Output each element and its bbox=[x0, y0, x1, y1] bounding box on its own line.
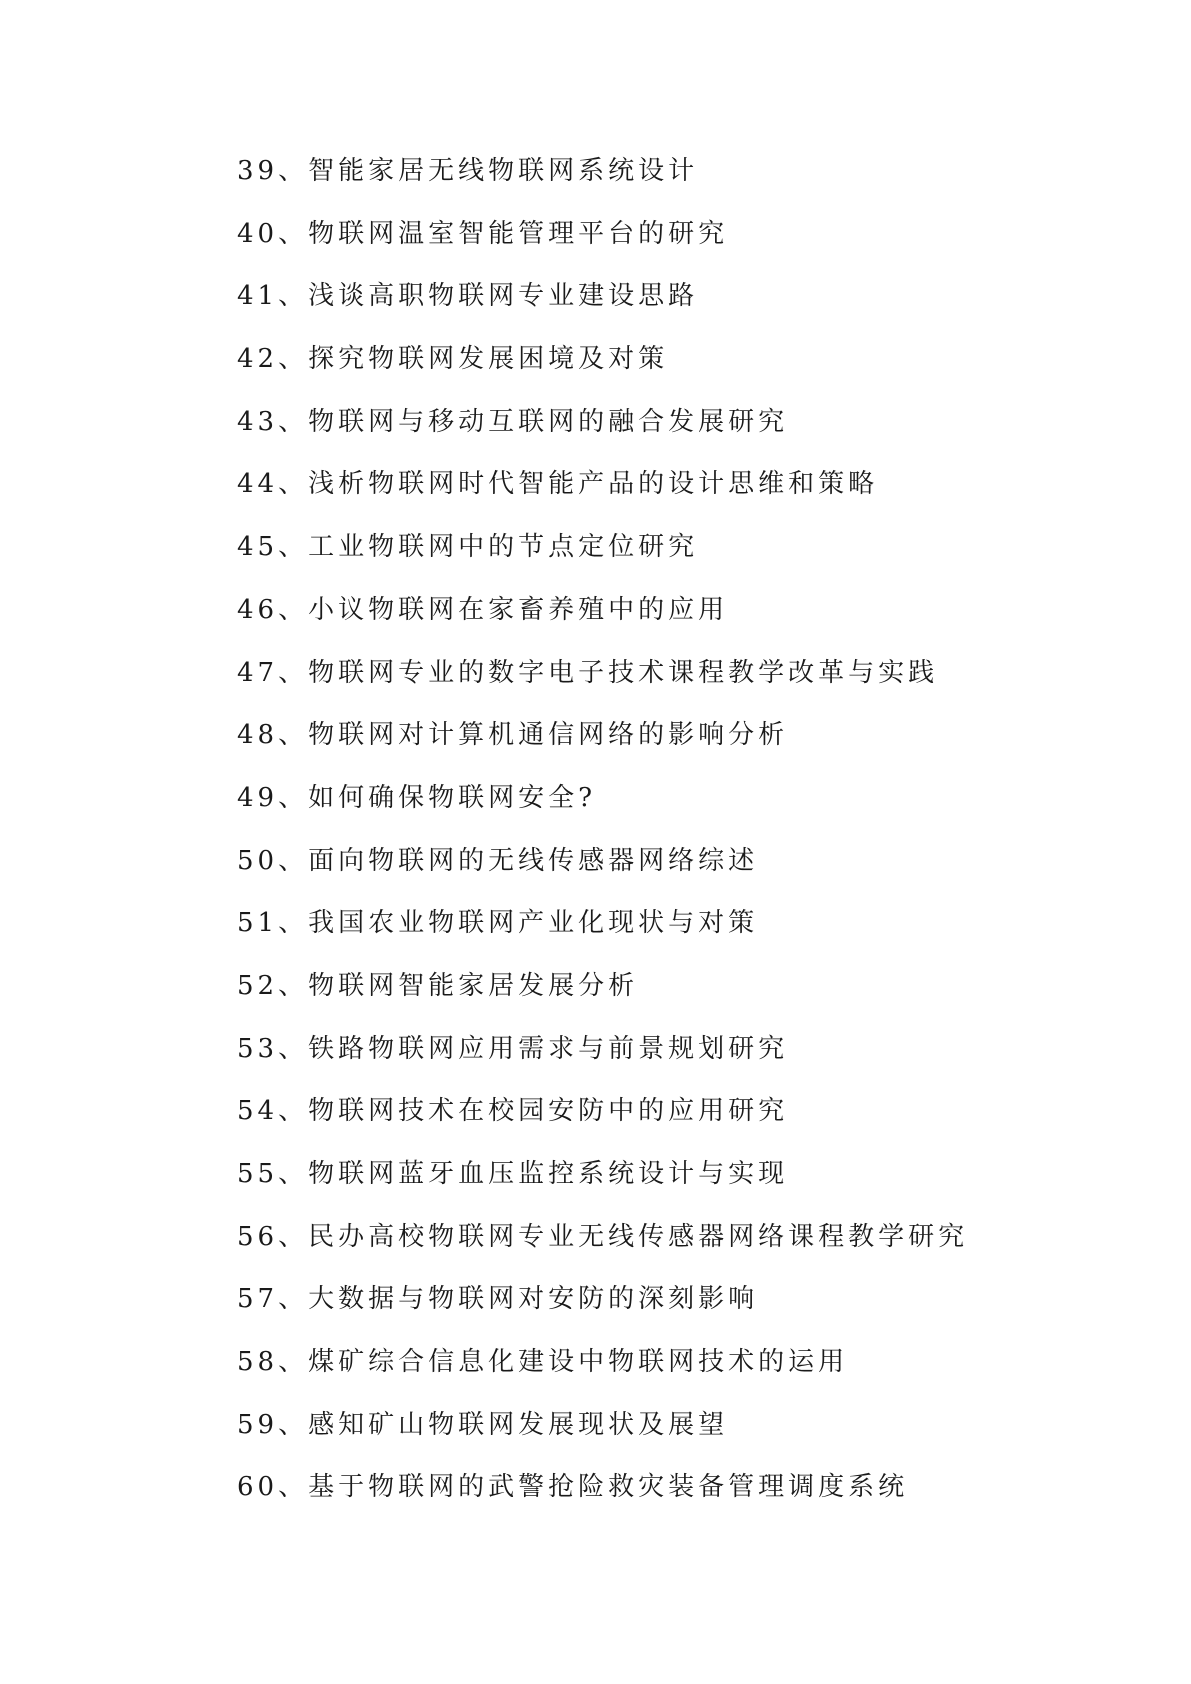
list-item: 51、我国农业物联网产业化现状与对策 bbox=[237, 908, 759, 939]
list-item: 57、大数据与物联网对安防的深刻影响 bbox=[237, 1284, 759, 1315]
list-item: 50、面向物联网的无线传感器网络综述 bbox=[237, 845, 759, 876]
list-item: 49、如何确保物联网安全? bbox=[237, 782, 597, 813]
list-item: 39、智能家居无线物联网系统设计 bbox=[237, 156, 699, 186]
list-item: 46、小议物联网在家畜养殖中的应用 bbox=[237, 594, 729, 625]
list-item: 40、物联网温室智能管理平台的研究 bbox=[237, 218, 729, 249]
list-item: 44、浅析物联网时代智能产品的设计思维和策略 bbox=[237, 469, 879, 500]
list-item: 56、民办高校物联网专业无线传感器网络课程教学研究 bbox=[237, 1221, 969, 1252]
list-item: 54、物联网技术在校园安防中的应用研究 bbox=[237, 1096, 789, 1127]
topic-list bbox=[237, 146, 1137, 1525]
list-item: 55、物联网蓝牙血压监控系统设计与实现 bbox=[237, 1159, 789, 1189]
list-item: 53、铁路物联网应用需求与前景规划研究 bbox=[237, 1033, 789, 1064]
list-item: 45、工业物联网中的节点定位研究 bbox=[237, 532, 699, 563]
list-item: 42、探究物联网发展困境及对策 bbox=[237, 344, 669, 375]
list-item: 41、浅谈高职物联网专业建设思路 bbox=[237, 281, 699, 312]
list-item: 43、物联网与移动互联网的融合发展研究 bbox=[237, 406, 789, 437]
list-item: 58、煤矿综合信息化建设中物联网技术的运用 bbox=[237, 1347, 849, 1378]
list-item: 60、基于物联网的武警抢险救灾装备管理调度系统 bbox=[237, 1472, 909, 1503]
list-item: 47、物联网专业的数字电子技术课程教学改革与实践 bbox=[237, 657, 939, 688]
list-item: 59、感知矿山物联网发展现状及展望 bbox=[237, 1409, 729, 1440]
list-item: 52、物联网智能家居发展分析 bbox=[237, 970, 639, 1001]
list-item: 48、物联网对计算机通信网络的影响分析 bbox=[237, 720, 789, 751]
